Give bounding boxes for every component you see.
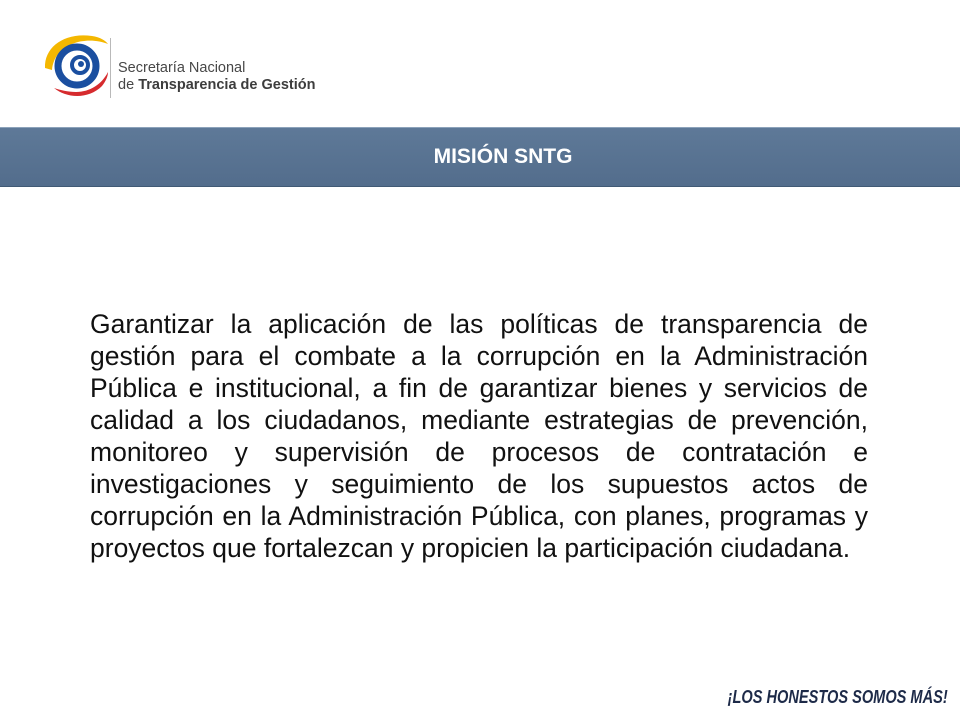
institution-name-line2-prefix: de (118, 77, 135, 93)
footer-slogan: ¡LOS HONESTOS SOMOS MÁS! (727, 687, 948, 707)
institution-name (118, 60, 315, 94)
mission-line: investigaciones y seguimiento de los supuestos actos de (90, 469, 868, 499)
mission-line: corrupción en la Administración Pública, con planes, programas y (90, 501, 868, 531)
logo-divider (110, 38, 111, 98)
mission-line: monitoreo y supervisión de procesos de contratación e (90, 437, 868, 467)
mission-paragraph (90, 308, 868, 564)
institution-name-line1: Secretaría Nacional (118, 60, 246, 76)
mission-line: calidad a los ciudadanos, mediante estrategias de prevención, (90, 405, 868, 435)
logo-pupil-center (78, 61, 84, 67)
header-band (0, 127, 960, 187)
mission-line: Pública e institucional, a fin de garantizar bienes y servicios de (90, 373, 868, 403)
institution-name-line2 (118, 77, 315, 94)
slide-title: MISIÓN SNTG (433, 145, 573, 168)
institution-name-line2-bold: Transparencia de Gestión (138, 77, 316, 93)
eye-logo-icon (40, 30, 112, 102)
mission-line: Garantizar la aplicación de las políticas de transparencia de (90, 309, 868, 339)
mission-line: proyectos que fortalezcan y propicien la participación ciudadana. (90, 533, 851, 563)
mission-line: gestión para el combate a la corrupción en la Administración (90, 341, 868, 371)
